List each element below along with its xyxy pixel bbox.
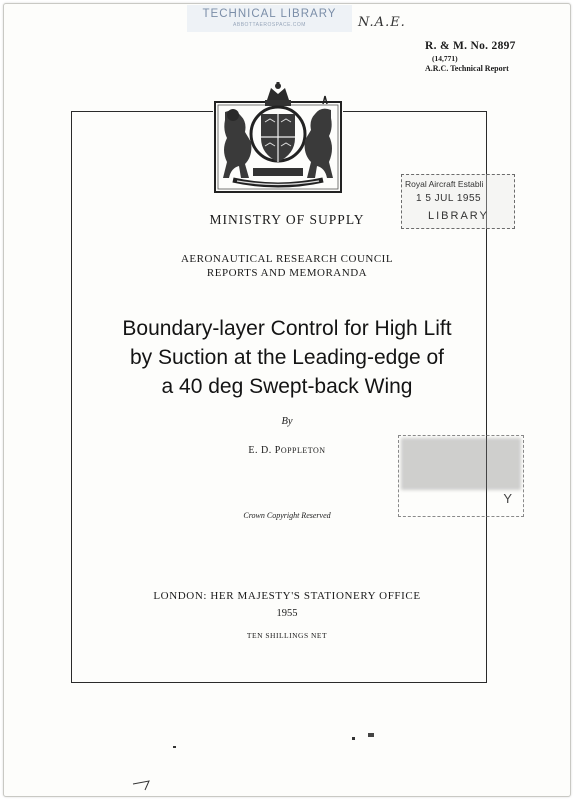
- author-initials: E. D.: [248, 445, 275, 456]
- ink-speck: [368, 733, 374, 737]
- stamp-fragment: Y: [503, 491, 515, 506]
- council-heading: [0, 252, 574, 280]
- ink-speck: [173, 746, 176, 748]
- stamp-smudge: [401, 438, 521, 490]
- publisher: LONDON: HER MAJESTY'S STATIONERY OFFICE: [153, 590, 421, 602]
- pen-mark-icon: [131, 776, 161, 792]
- publication-year: 1955: [276, 608, 298, 619]
- handwritten-note: N.A.E.: [358, 15, 406, 30]
- ministry-heading: MINISTRY OF SUPPLY: [209, 212, 365, 227]
- watermark-subtitle: ABBOTTAEROSPACE.COM: [233, 22, 306, 28]
- crown-copyright: Crown Copyright Reserved: [243, 511, 331, 520]
- royal-crest-icon: [213, 82, 343, 194]
- report-code: (14,771): [432, 54, 458, 63]
- watermark-banner: [187, 5, 352, 32]
- council-line-1: AERONAUTICAL RESEARCH COUNCIL: [180, 253, 394, 265]
- report-number: R. & M. No. 2897: [425, 40, 516, 52]
- stamp-date: 1 5 JUL 1955: [416, 193, 482, 204]
- ink-speck: [352, 737, 355, 740]
- library-stamp-bottom: [398, 435, 524, 517]
- title-line-1: Boundary-layer Control for High Lift: [122, 317, 452, 340]
- library-stamp-top: [401, 174, 515, 229]
- by-label: By: [281, 416, 293, 427]
- report-series: A.R.C. Technical Report: [425, 64, 509, 73]
- council-line-2: REPORTS AND MEMORANDA: [206, 267, 368, 279]
- title-line-2: by Suction at the Leading-edge of: [129, 346, 445, 369]
- price: TEN SHILLINGS NET: [246, 631, 328, 640]
- stamp-library: LIBRARY: [428, 210, 489, 222]
- author-first-letter: P: [274, 445, 281, 456]
- author-rest: OPPLETON: [280, 446, 326, 455]
- report-title: [0, 314, 574, 401]
- title-line-3: a 40 deg Swept-back Wing: [161, 375, 413, 398]
- watermark-title: TECHNICAL LIBRARY: [202, 8, 337, 20]
- stamp-establishment: Royal Aircraft Establi: [405, 179, 484, 189]
